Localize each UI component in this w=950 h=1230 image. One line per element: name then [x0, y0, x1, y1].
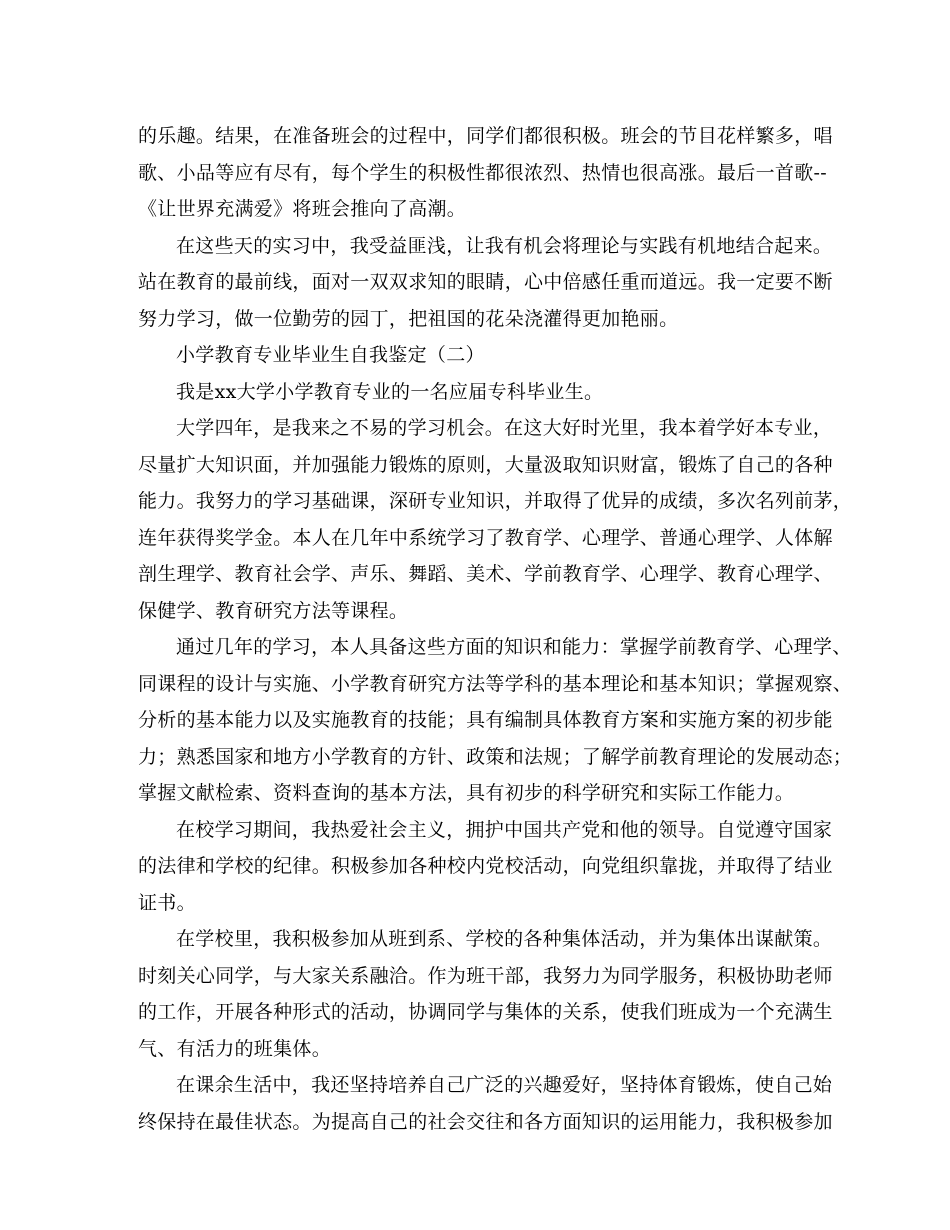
- text-line: 在学校里，我积极参加从班到系、学校的各种集体活动，并为集体出谋献策。: [176, 928, 833, 950]
- text-line: 在这些天的实习中，我受益匪浅，让我有机会将理论与实践有机地结合起来。: [176, 234, 833, 257]
- text-line: 的法律和学校的纪律。积极参加各种校内党校活动，向党组织靠拢，并取得了结业: [138, 855, 833, 877]
- text-line: 时刻关心同学，与大家关系融洽。作为班干部，我努力为同学服务，积极协助老师: [138, 964, 833, 987]
- text-line: 小学教育专业毕业生自我鉴定（二）: [176, 344, 485, 366]
- text-line: 通过几年的学习，本人具备这些方面的知识和能力：掌握学前教育学、心理学、: [176, 636, 852, 658]
- text-line: 的工作，开展各种形式的活动，协调同学与集体的关系，使我们班成为一个充满生: [138, 1001, 833, 1023]
- text-line: 分析的基本能力以及实施教育的技能；具有编制具体教育方案和实施方案的初步能: [138, 709, 833, 731]
- text-line: 在课余生活中，我还坚持培养自己广泛的兴趣爱好，坚持体育锻炼，使自己始: [176, 1074, 833, 1096]
- text-line: 尽量扩大知识面，并加强能力锻炼的原则，大量汲取知识财富，锻炼了自己的各种: [138, 453, 833, 476]
- document-page: [138, 118, 853, 1140]
- text-line: 我是xx大学小学教育专业的一名应届专科毕业生。: [176, 380, 604, 403]
- text-line: 剖生理学、教育社会学、声乐、舞蹈、美术、学前教育学、心理学、教育心理学、: [138, 563, 833, 585]
- text-line: 站在教育的最前线，面对一双双求知的眼睛，心中倍感任重而道远。我一定要不断: [138, 271, 833, 293]
- text-line: 同课程的设计与实施、小学教育研究方法等学科的基本理论和基本知识；掌握观察、: [138, 672, 853, 695]
- text-line: 《让世界充满爱》将班会推向了高潮。: [138, 198, 467, 220]
- text-line: 力；熟悉国家和地方小学教育的方针、政策和法规；了解学前教育理论的发展动态；: [138, 745, 853, 768]
- text-line: 气、有活力的班集体。: [138, 1037, 332, 1060]
- text-line: 的乐趣。结果，在准备班会的过程中，同学们都很积极。班会的节目花样繁多，唱: [138, 125, 833, 147]
- text-line: 连年获得奖学金。本人在几年中系统学习了教育学、心理学、普通心理学、人体解: [138, 526, 833, 549]
- text-line: 大学四年，是我来之不易的学习机会。在这大好时光里，我本着学好本专业，: [176, 417, 833, 439]
- text-line: 在校学习期间，我热爱社会主义，拥护中国共产党和他的领导。自觉遵守国家: [176, 818, 833, 841]
- text-line: 能力。我努力的学习基础课，深研专业知识，并取得了优异的成绩，多次名列前茅，: [138, 490, 853, 512]
- text-line: 保健学、教育研究方法等课程。: [138, 599, 409, 622]
- text-line: 证书。: [138, 891, 196, 914]
- text-line: 努力学习，做一位勤劳的园丁，把祖国的花朵浇灌得更加艳丽。: [138, 307, 679, 330]
- text-line: 掌握文献检索、资料查询的基本方法，具有初步的科学研究和实际工作能力。: [138, 782, 795, 804]
- text-line: 终保持在最佳状态。为提高自己的社会交往和各方面知识的运用能力，我积极参加: [138, 1110, 833, 1133]
- text-line: 歌、小品等应有尽有，每个学生的积极性都很浓烈、热情也很高涨。最后一首歌--: [138, 161, 827, 184]
